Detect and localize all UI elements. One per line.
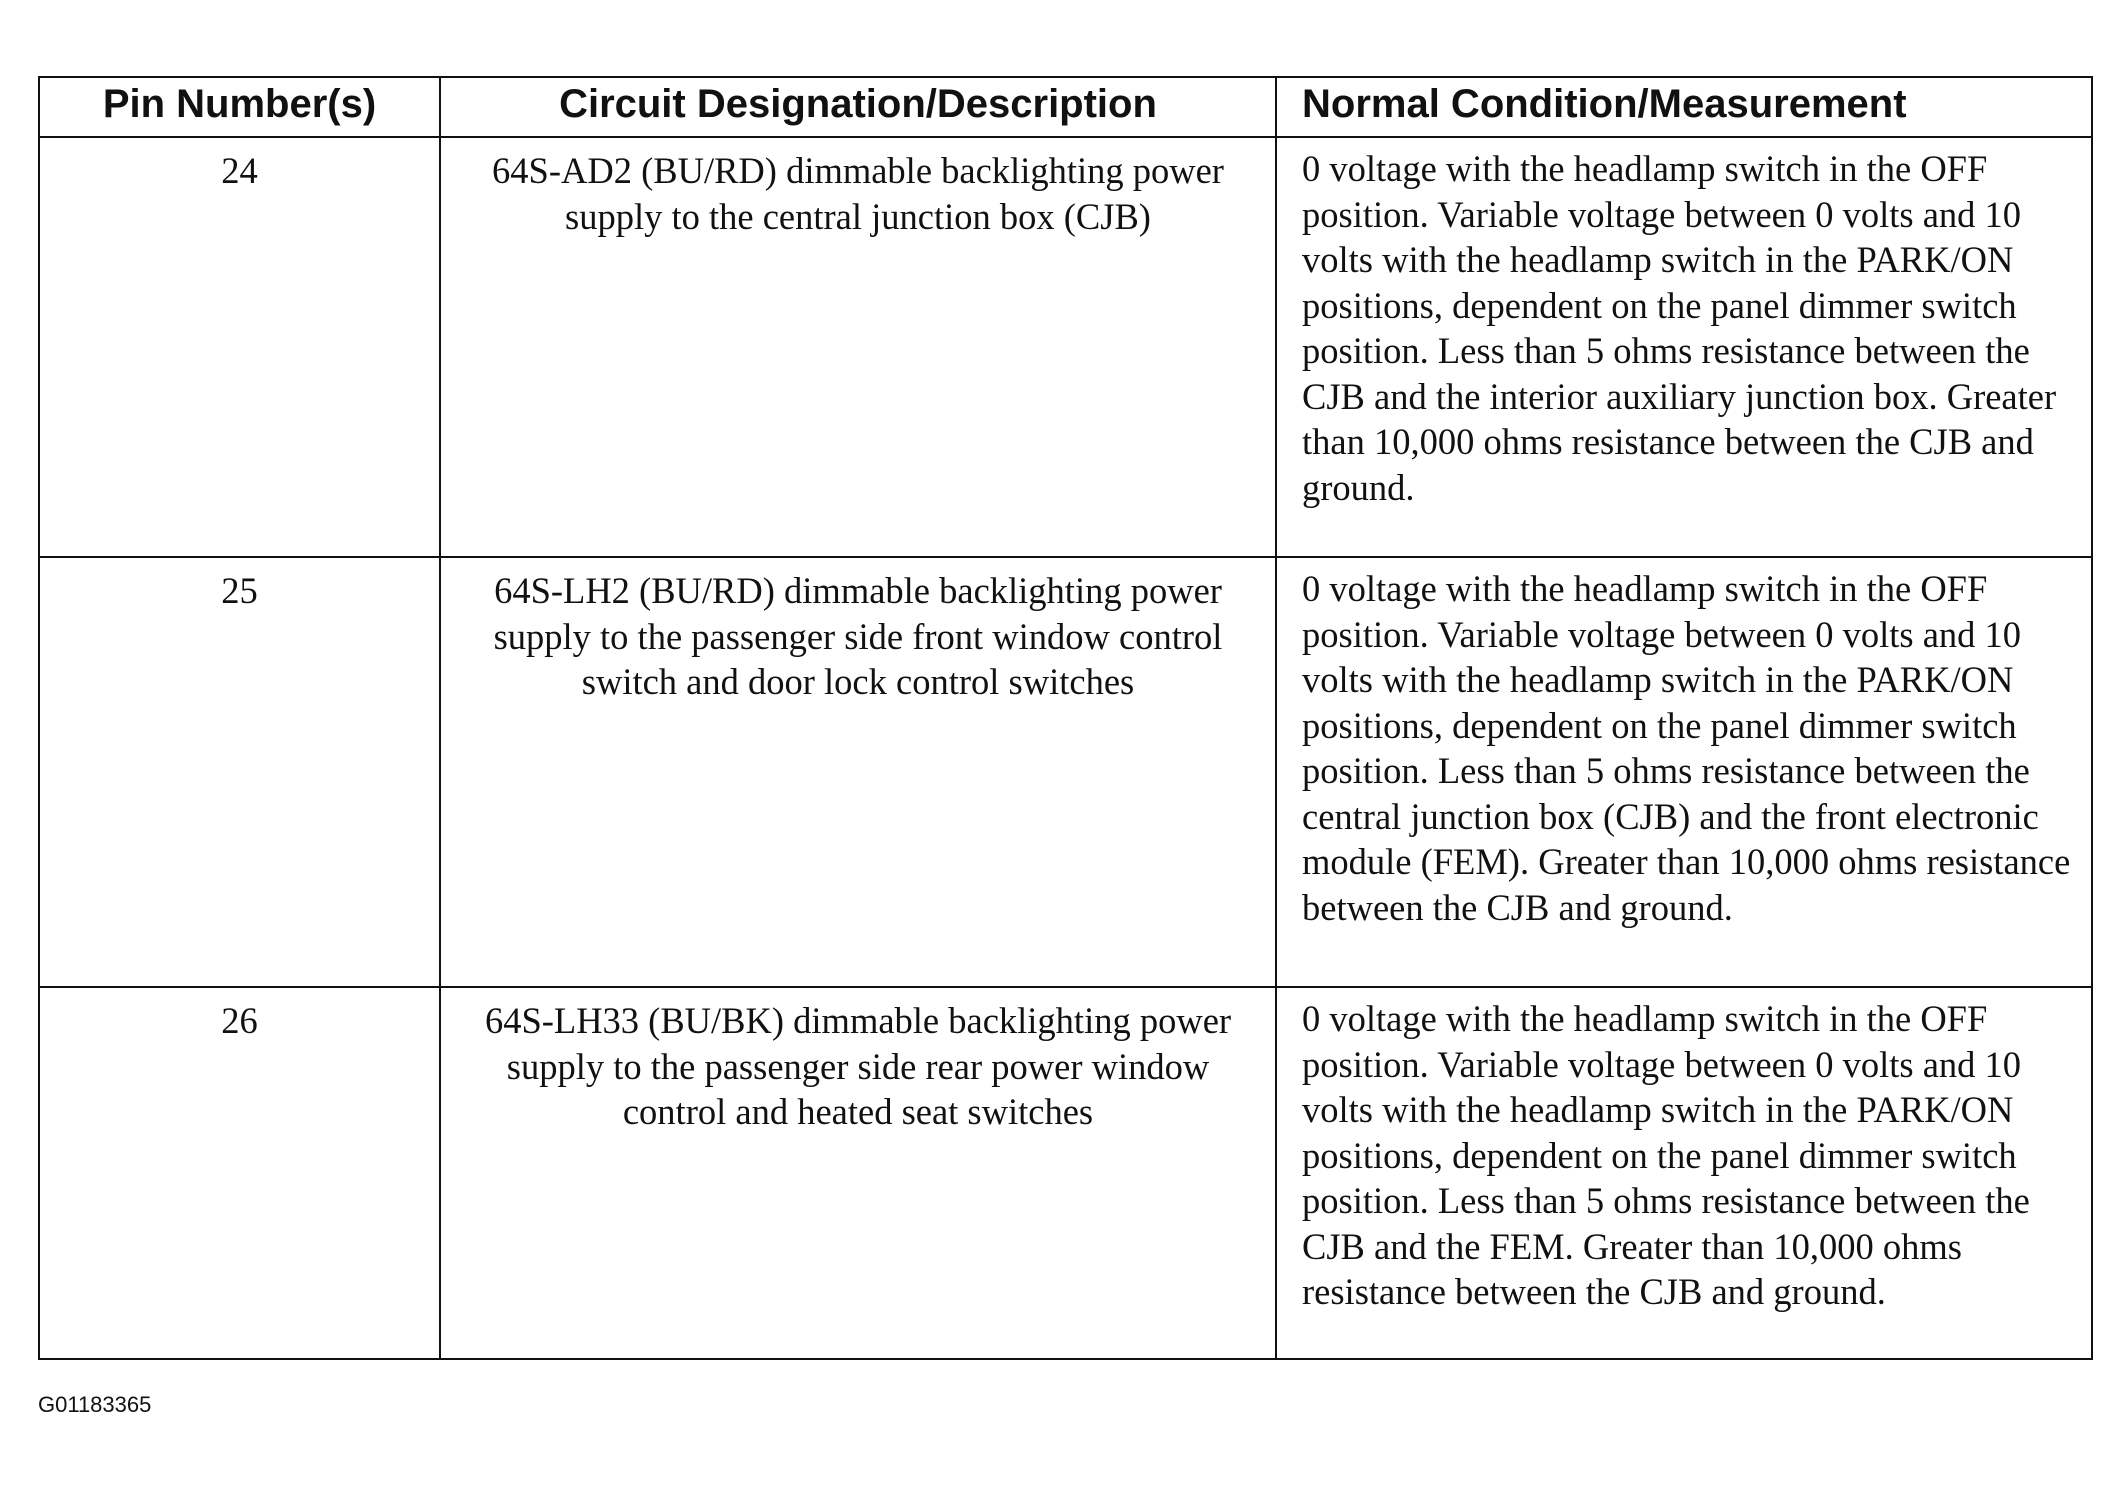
table-row: [39, 987, 2092, 1359]
normal-condition-cell: 0 voltage with the headlamp switch in the OFF position. Variable voltage between 0 volts and 10 volts with the headlamp switch in the PARK/ON positions, dependent on the panel dimmer switch position. Less than 5 ohms resistance between the CJB and the interior auxiliary junction box. Greater than 10,000 ohms resistance between the CJB and ground.: [1276, 137, 2092, 557]
normal-condition-cell: 0 voltage with the headlamp switch in the OFF position. Variable voltage between 0 volts and 10 volts with the headlamp switch in the PARK/ON positions, dependent on the panel dimmer switch position. Less than 5 ohms resistance between the central junction box (CJB) and the front electronic module (FEM). Greater than 10,000 ohms resistance between the CJB and ground.: [1276, 557, 2092, 987]
circuit-description-cell: 64S-LH33 (BU/BK) dimmable backlighting power supply to the passenger side rear power window control and heated seat switches: [440, 987, 1276, 1359]
pin-number-cell: 26: [39, 987, 440, 1359]
pin-number-cell: 24: [39, 137, 440, 557]
pin-number-cell: 25: [39, 557, 440, 987]
normal-condition-cell: 0 voltage with the headlamp switch in the OFF position. Variable voltage between 0 volts and 10 volts with the headlamp switch in the PARK/ON positions, dependent on the panel dimmer switch position. Less than 5 ohms resistance between the CJB and the FEM. Greater than 10,000 ohms resistance between the CJB and ground.: [1276, 987, 2092, 1359]
pin-table: [38, 76, 2093, 1360]
header-normal-condition: Normal Condition/Measurement: [1276, 77, 2092, 137]
table-row: [39, 557, 2092, 987]
circuit-description-cell: 64S-AD2 (BU/RD) dimmable backlighting power supply to the central junction box (CJB): [440, 137, 1276, 557]
header-circuit-designation: Circuit Designation/Description: [440, 77, 1276, 137]
figure-id-label: G01183365: [38, 1392, 152, 1417]
table-row: [39, 137, 2092, 557]
circuit-description-cell: 64S-LH2 (BU/RD) dimmable backlighting power supply to the passenger side front window control switch and door lock control switches: [440, 557, 1276, 987]
table-header-row: [39, 77, 2092, 137]
header-pin-numbers: Pin Number(s): [39, 77, 440, 137]
